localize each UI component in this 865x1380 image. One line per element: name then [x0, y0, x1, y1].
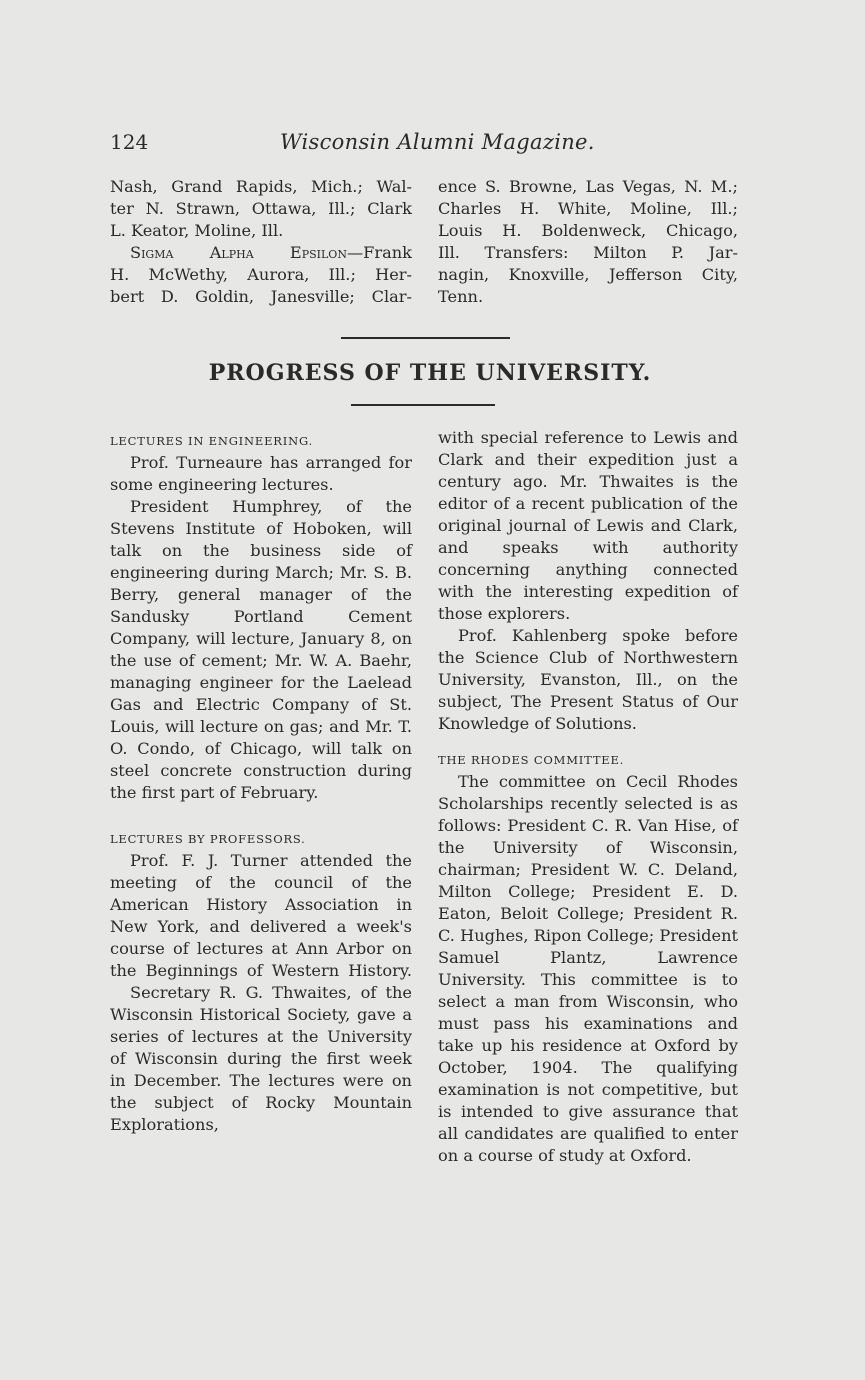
subheading-rhodes: THE RHODES COMMITTEE. — [438, 753, 625, 767]
continued-list-left — [110, 176, 412, 308]
paragraph: Prof. Turneaure has arranged for some engineering lectures. — [110, 453, 412, 494]
continued-list-line: Sigma Alpha Epsilon—Frank — [130, 243, 412, 262]
continued-list-line: nagin, Knoxville, Jefferson City, — [438, 265, 738, 284]
right-column — [438, 427, 738, 1167]
section-rule-top — [341, 337, 510, 339]
left-column — [110, 430, 412, 1136]
section-rule-bottom — [351, 404, 495, 406]
paragraph-continuation: with special reference to Lewis and Clark and their expedition just a century ago. Mr. Thwaites is the editor of a recent publication of the original journal of Lewis and Clark, and speaks with authority concerning anything connected with the interesting expedition of those explorers. — [438, 428, 738, 623]
paragraph-continued: Secretary R. G. Thwaites, of the Wisconsin Historical Society, gave a series of lectures at the University of Wisconsin during the first week in December. The lectures were on the subject of Rocky Mountain Explorations, — [110, 983, 412, 1134]
continued-list-line: Tenn. — [438, 287, 484, 306]
running-title: Wisconsin Alumni Magazine. — [280, 130, 595, 154]
subheading-professors: LECTURES BY PROFESSORS. — [110, 832, 306, 846]
page-number: 124 — [110, 130, 149, 154]
subheading-engineering: LECTURES IN ENGINEERING. — [110, 434, 313, 448]
continued-list-line: Louis H. Boldenweck, Chicago, — [438, 221, 738, 240]
continued-list-line: Ill. Transfers: Milton P. Jar- — [438, 243, 738, 262]
fraternity-name: Sigma Alpha Epsilon — [130, 243, 347, 262]
paragraph: The committee on Cecil Rhodes Scholarships recently selected is as follows: President C. R. Van Hise, of the University of Wisconsin, chairman; President W. C. Deland, Milton College; President E. D. Eaton, Beloit College; President R. C. Hughes, Ripon College; President Samuel Plantz, Lawrence University. This committee is to select a man from Wisconsin, who must pass his examinations and take up his residence at Oxford by October, 1904. The qualifying examination is not competitive, but is intended to give assurance that all candidates are qualified to enter on a course of study at Oxford. — [438, 772, 738, 1165]
continued-list-line: Nash, Grand Rapids, Mich.; Wal- — [110, 177, 412, 196]
continued-list-line: L. Keator, Moline, Ill. — [110, 221, 284, 240]
continued-list-line: ence S. Browne, Las Vegas, N. M.; — [438, 177, 738, 196]
section-title: PROGRESS OF THE UNIVERSITY. — [208, 360, 652, 386]
paragraph: President Humphrey, of the Stevens Institute of Hoboken, will talk on the business side of engineering during March; Mr. S. B. Berry, general manager of the Sandusky Portland Cement Company, will lecture, January 8, on the use of cement; Mr. W. A. Baehr, managing engineer for the Laelead Gas and Electric Company of St. Louis, will lecture on gas; and Mr. T. O. Condo, of Chicago, will talk on steel concrete construction during the first part of February. — [110, 497, 412, 802]
continued-list-right — [438, 176, 738, 308]
continued-list-line: bert D. Goldin, Janesville; Clar- — [110, 287, 412, 306]
continued-list-line: Charles H. White, Moline, Ill.; — [438, 199, 738, 218]
continued-list-line: ter N. Strawn, Ottawa, Ill.; Clark — [110, 199, 412, 218]
continued-list-line: H. McWethy, Aurora, Ill.; Her- — [110, 265, 412, 284]
paragraph: Prof. F. J. Turner attended the meeting of the council of the American History Association in New York, and delivered a week's course of lectures at Ann Arbor on the Beginnings of Western History. — [110, 851, 412, 980]
paragraph: Prof. Kahlenberg spoke before the Science Club of Northwestern University, Evanston, Ill., on the subject, The Present Status of Our Knowledge of Solutions. — [438, 626, 738, 733]
page-header — [110, 130, 750, 160]
